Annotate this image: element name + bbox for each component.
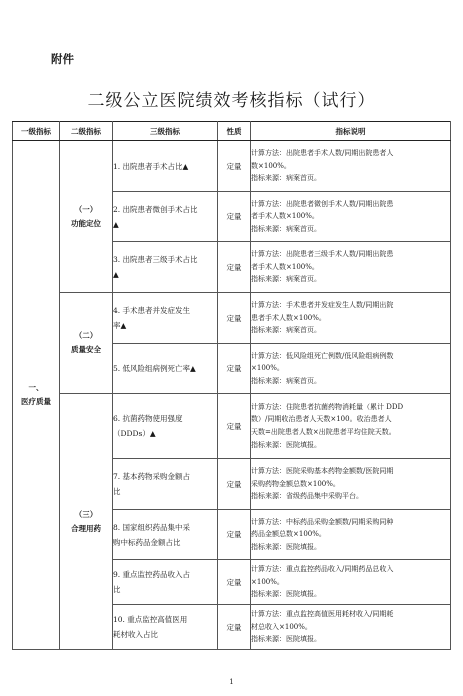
indicator-description-cell: [251, 510, 451, 560]
description-line: 采购药物金额总数×100%。: [251, 479, 340, 488]
indicator-name-line: 耗材收入占比: [113, 630, 158, 639]
indicator-name-line: 购中标药品金额占比: [113, 537, 181, 547]
table-row: [13, 293, 451, 344]
description-line: 药品金额总数×100%。: [251, 530, 326, 539]
indicator-description-cell: [251, 242, 451, 293]
indicator-nature: 定量: [218, 242, 251, 293]
indicator-name-line: ▲: [113, 219, 119, 229]
level2-name: 质量安全: [71, 345, 101, 354]
header-description: 指标说明: [251, 122, 451, 141]
level1-name: 医疗质量: [21, 397, 51, 406]
description-line: 计算方法：出院患者三级手术人数/同期出院患: [251, 250, 394, 259]
indicator-name-cell: [113, 344, 218, 394]
description-line: 计算方法：住院患者抗菌药物消耗量（累计 DDD: [251, 402, 404, 411]
indicator-description-cell: [251, 394, 451, 459]
header-nature: 性质: [218, 122, 251, 141]
description-line: 数×100%。: [251, 161, 291, 170]
indicator-name-line: 比: [113, 487, 121, 496]
page-number: 1: [229, 678, 234, 686]
indicator-name-line: 5. 低风险组病例死亡率▲: [113, 364, 196, 373]
description-line: 指标来源：医院填报。: [251, 635, 321, 644]
indicator-description-cell: [251, 192, 451, 242]
indicator-description-cell: [251, 344, 451, 394]
indicator-name-line: 2. 出院患者微创手术占比: [113, 204, 198, 214]
attachment-label: 附件: [51, 52, 74, 66]
indicator-name-cell: [113, 510, 218, 560]
level2-category-cell: [60, 293, 113, 394]
indicator-nature: 定量: [218, 394, 251, 459]
description-line: ×100%。: [251, 577, 284, 586]
description-line: 计算方法：手术患者并发症发生人数/同期出院: [251, 301, 394, 310]
header-level2: 二级指标: [60, 122, 113, 141]
description-line: ×100%。: [251, 364, 284, 373]
indicator-name-cell: [113, 459, 218, 510]
header-level1: 一级指标: [13, 122, 60, 141]
description-line: 患者手术人数×100%。: [251, 313, 326, 322]
indicator-name-line: 8. 国家组织药品集中采: [113, 522, 191, 532]
description-line: 计算方法：低风险组死亡例数/低风险组病例数: [251, 351, 394, 360]
indicator-name-line: ▲: [113, 270, 119, 279]
indicator-nature: 定量: [218, 560, 251, 605]
indicator-name-line: 1. 出院患者手术占比▲: [113, 161, 189, 171]
description-line: 指标来源：病案首页。: [251, 275, 321, 284]
level2-number: （一）: [74, 204, 98, 214]
level2-name: 合理用药: [71, 523, 101, 533]
indicator-name-cell: [113, 605, 218, 650]
indicator-name-line: 6. 抗菌药物使用强度: [113, 414, 183, 423]
description-line: 材总收入×100%。: [251, 622, 312, 631]
description-line: 者手术人数×100%。: [251, 262, 319, 271]
level2-category-cell: [60, 141, 113, 293]
indicator-name-line: 7. 基本药物采购金额占: [113, 472, 191, 481]
description-line: 计算方法：出院患者手术人数/同期出院患者人: [251, 149, 394, 158]
indicator-nature: 定量: [218, 510, 251, 560]
level2-name: 功能定位: [71, 218, 101, 228]
indicator-nature: 定量: [218, 293, 251, 344]
indicator-name-line: 4. 手术患者并发症发生: [113, 306, 191, 315]
description-line: 计算方法：医院采购基本药物金额数/医院同期: [251, 467, 394, 476]
indicator-name-line: 比: [113, 585, 121, 594]
level1-category-cell: [13, 141, 60, 650]
indicator-nature: 定量: [218, 344, 251, 394]
indicator-name-cell: [113, 192, 218, 242]
header-level3: 三级指标: [113, 122, 218, 141]
table-row: [13, 141, 451, 192]
description-line: 计算方法：重点监控药品收入/同期药品总收入: [251, 565, 394, 574]
description-line: 指标来源：病案首页。: [251, 326, 321, 335]
description-line: 指标来源：病案首页。: [251, 376, 321, 385]
document-title: 二级公立医院绩效考核指标（试行）: [87, 91, 376, 111]
indicator-name-cell: [113, 141, 218, 192]
level2-number: （三）: [74, 509, 98, 519]
indicator-nature: 定量: [218, 192, 251, 242]
indicator-name-cell: [113, 242, 218, 293]
level2-number: （二）: [74, 331, 98, 340]
indicator-description-cell: [251, 141, 451, 192]
description-line: 计算方法：出院患者微创手术人数/同期出院患: [251, 199, 394, 208]
indicator-name-cell: [113, 560, 218, 605]
indicator-nature: 定量: [218, 605, 251, 650]
level2-category-cell: [60, 394, 113, 650]
description-line: 计算方法：重点监控高值医用耗材收入/同期耗: [251, 610, 394, 619]
description-line: 指标来源：医院填报。: [251, 590, 321, 599]
description-line: 数）/同期收治患者人天数×100。收治患者人: [251, 415, 392, 424]
indicator-name-cell: [113, 394, 218, 459]
description-line: 指标来源：医院填报。: [251, 542, 321, 551]
description-line: 指标来源：省级药品集中采购平台。: [251, 492, 363, 501]
indicator-name-line: 10. 重点监控高值医用: [113, 615, 188, 624]
indicator-name-line: 3. 出院患者三级手术占比: [113, 255, 198, 264]
level1-number: 一、: [28, 383, 44, 392]
indicator-name-line: 9. 重点监控药品收入占: [113, 570, 191, 579]
indicator-name-cell: [113, 293, 218, 344]
description-line: 指标来源：医院填报。: [251, 440, 321, 449]
indicator-description-cell: [251, 605, 451, 650]
table-row: [13, 394, 451, 459]
indicator-nature: 定量: [218, 141, 251, 192]
indicator-table: [12, 121, 451, 650]
indicator-description-cell: [251, 459, 451, 510]
description-line: 天数=出院患者人数×出院患者平均住院天数。: [251, 428, 396, 436]
table-header-row: [13, 122, 451, 141]
description-line: 计算方法：中标药品采购金额数/同期采购同种: [251, 517, 394, 526]
description-line: 指标来源：病案首页。: [251, 224, 321, 233]
indicator-name-line: （DDDs）▲: [113, 429, 156, 438]
indicator-nature: 定量: [218, 459, 251, 510]
description-line: 指标来源：病案首页。: [251, 174, 321, 183]
indicator-name-line: 率▲: [113, 321, 127, 330]
description-line: 者手术人数×100%。: [251, 212, 319, 221]
indicator-description-cell: [251, 560, 451, 605]
indicator-description-cell: [251, 293, 451, 344]
